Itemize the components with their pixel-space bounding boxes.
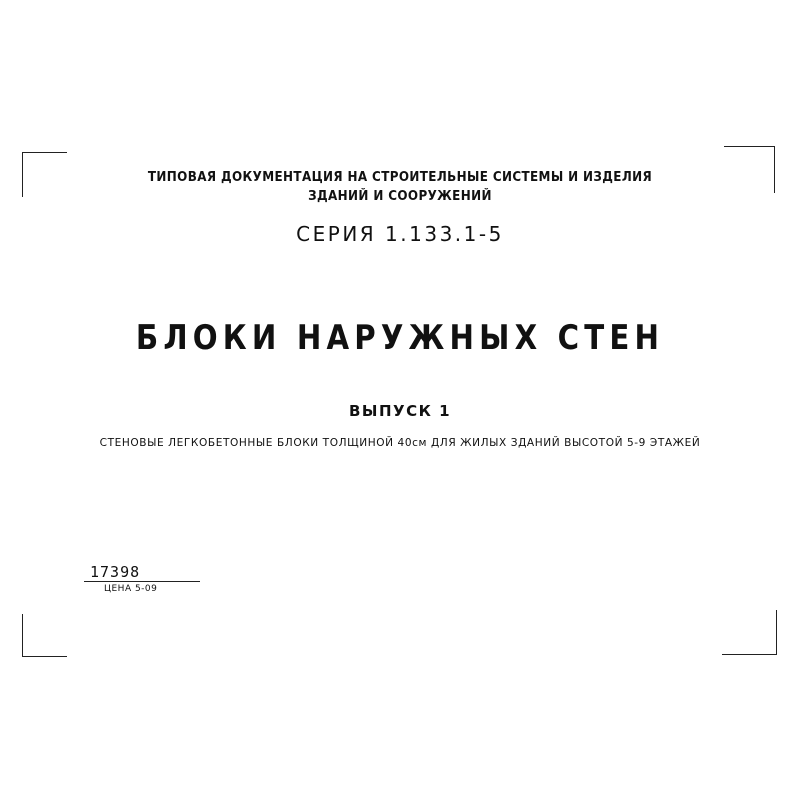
crop-mark-bottom-right (722, 610, 777, 655)
crop-mark-bottom-left (22, 614, 67, 657)
header-line-1: ТИПОВАЯ ДОКУМЕНТАЦИЯ НА СТРОИТЕЛЬНЫЕ СИСТЕМЫ И ИЗДЕЛИЯ (147, 170, 653, 185)
series-number: СЕРИЯ 1.133.1-5 (296, 222, 504, 246)
issue-number: ВЫПУСК 1 (348, 402, 452, 420)
document-title: БЛОКИ НАРУЖНЫХ СТЕН (135, 318, 665, 358)
inventory-stamp (84, 563, 204, 603)
document-subtitle: СТЕНОВЫЕ ЛЕГКОБЕТОННЫЕ БЛОКИ ТОЛЩИНОЙ 40см ДЛЯ ЖИЛЫХ ЗДАНИЙ ВЫСОТОЙ 5-9 ЭТАЖЕЙ (99, 436, 701, 449)
inventory-number: 17398 (90, 563, 141, 581)
stamp-divider (84, 581, 200, 582)
price-label: ЦЕНА 5-09 (104, 584, 158, 594)
header-line-2: ЗДАНИЙ И СООРУЖЕНИЙ (308, 189, 492, 204)
